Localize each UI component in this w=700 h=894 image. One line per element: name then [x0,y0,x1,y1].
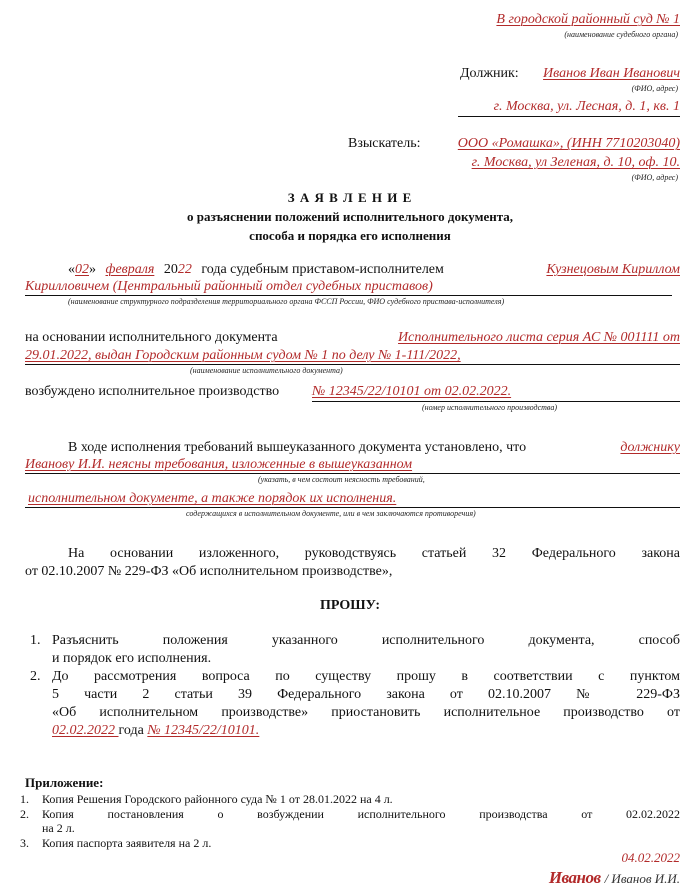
request-item-1-line-2: и порядок его исполнения. [52,651,212,666]
requirements-red-2: Иванову И.И. неясны требования, изложенные в вышеуказанном [25,457,413,472]
bailiff-underline [25,295,672,296]
request-item-1-number: 1. [30,633,41,648]
document-subtitle-2: способа и порядка его исполнения [249,228,451,243]
basis-line-2: от 02.10.2007 № 229-ФЗ «Об исполнительном производстве», [25,564,393,579]
attachment-1-text: Копия Решения Городского районного суда № 1 от 28.01.2022 на 4 л. [42,792,393,806]
month-value: февраля [105,262,155,277]
requirements-note-1: (указать, в чем состоит неясность требований, [258,475,425,484]
debtor-name: Иванов Иван Иванович [543,66,680,81]
request-item-2-line-3: «Об исполнительном производстве» приостановить исполнительное производство от [52,705,680,720]
claimant-name: ООО «Ромашка», (ИНН 7710203040) [457,136,680,151]
request-item-2-number: 2. [30,669,41,684]
year-suffix: 22 [177,262,192,277]
year-prefix: 20 [163,262,178,277]
requirements-text: В ходе исполнения требований вышеуказанного документа установлено, что [68,440,527,455]
requirements-note-2: содержащихся в исполнительном документе, или в чем заключаются противоречия) [186,509,476,518]
attachment-3-number: 3. [20,836,29,850]
bailiff-text: года судебным приставом-исполнителем [201,262,444,277]
quote-close: » [89,262,96,277]
doc-basis-text: на основании исполнительного документа [25,330,278,345]
bailiff-name-2: Кирилловичем (Центральный районный отдел судебных приставов) [25,279,433,294]
attachment-2-line-2: на 2 л. [42,821,75,835]
signature-block [549,868,680,888]
attachment-1-number: 1. [20,792,29,806]
requirements-red-3: исполнительном документе, а также порядок их исполнения. [28,491,397,506]
claimant-note: (ФИО, адрес) [631,173,678,182]
request-item-2-line-2: 5 части 2 статьи 39 Федерального закона от 02.10.2007 № 229-ФЗ [52,687,680,702]
bailiff-note: (наименование структурного подразделения территориального органа ФССП России, ФИО судебного пристава-исполнителя) [68,297,505,306]
proceeding-note: (номер исполнительного производства) [422,403,557,412]
suspend-year-word: года [118,723,144,738]
doc-basis-red-2: 29.01.2022, выдан Городским районным судом № 1 по делу № 1-111/2022, [25,348,461,363]
attachments-heading: Приложение: [25,775,104,790]
attachment-2-number: 2. [20,807,29,821]
proceeding-text: возбуждено исполнительное производство [25,384,280,399]
proceeding-number: № 12345/22/10101 от 02.02.2022. [312,384,512,399]
document-title: З А Я В Л Е Н И Е [287,190,413,205]
court-note: (наименование судебного органа) [564,30,678,39]
request-item-2-line-4 [52,723,259,739]
paragraph-date-line [68,262,680,278]
basis-line-1: На основании изложенного, руководствуясь статьей 32 Федерального закона [68,546,680,561]
attachment-2-line-1: Копия постановления о возбуждении исполнительного производства от 02.02.2022 [42,807,680,821]
doc-basis-red-1: Исполнительного листа серия АС № 001111 от [398,330,680,345]
requirements-underline-2 [25,507,680,508]
signing-date: 04.02.2022 [621,850,680,865]
proceeding-underline [312,401,680,402]
debtor-label: Должник: [460,66,519,81]
debtor-address-line [458,116,680,117]
doc-basis-note: (наименование исполнительного документа) [190,366,343,375]
suspend-date: 02.02.2022 [52,723,119,738]
claimant-label: Взыскатель: [348,136,421,151]
attachment-3-text: Копия паспорта заявителя на 2 л. [42,836,212,850]
signature: Иванов [548,868,601,887]
bailiff-name-1: Кузнецовым Кириллом [546,262,680,277]
debtor-note: (ФИО, адрес) [631,84,678,93]
requirements-red-1: должнику [620,440,680,455]
request-item-2-line-1: До рассмотрения вопроса по существу прошу в соответствии с пунктом [52,669,680,684]
day-value: 02 [75,262,89,277]
doc-basis-underline [25,364,680,365]
signatory-name: / Иванов И.И. [604,871,680,886]
request-item-1-line-1: Разъяснить положения указанного исполнительного документа, способ [52,633,680,648]
quote-open: « [68,262,75,277]
court-name: В городской районный суд № 1 [496,12,680,27]
requirements-underline-1 [25,473,680,474]
document-subtitle-1: о разъяснении положений исполнительного документа, [187,209,513,224]
request-heading: ПРОШУ: [319,598,381,613]
claimant-address: г. Москва, ул Зеленая, д. 10, оф. 10. [471,155,680,170]
debtor-address: г. Москва, ул. Лесная, д. 1, кв. 1 [493,99,680,114]
suspend-number: № 12345/22/10101. [147,723,260,738]
